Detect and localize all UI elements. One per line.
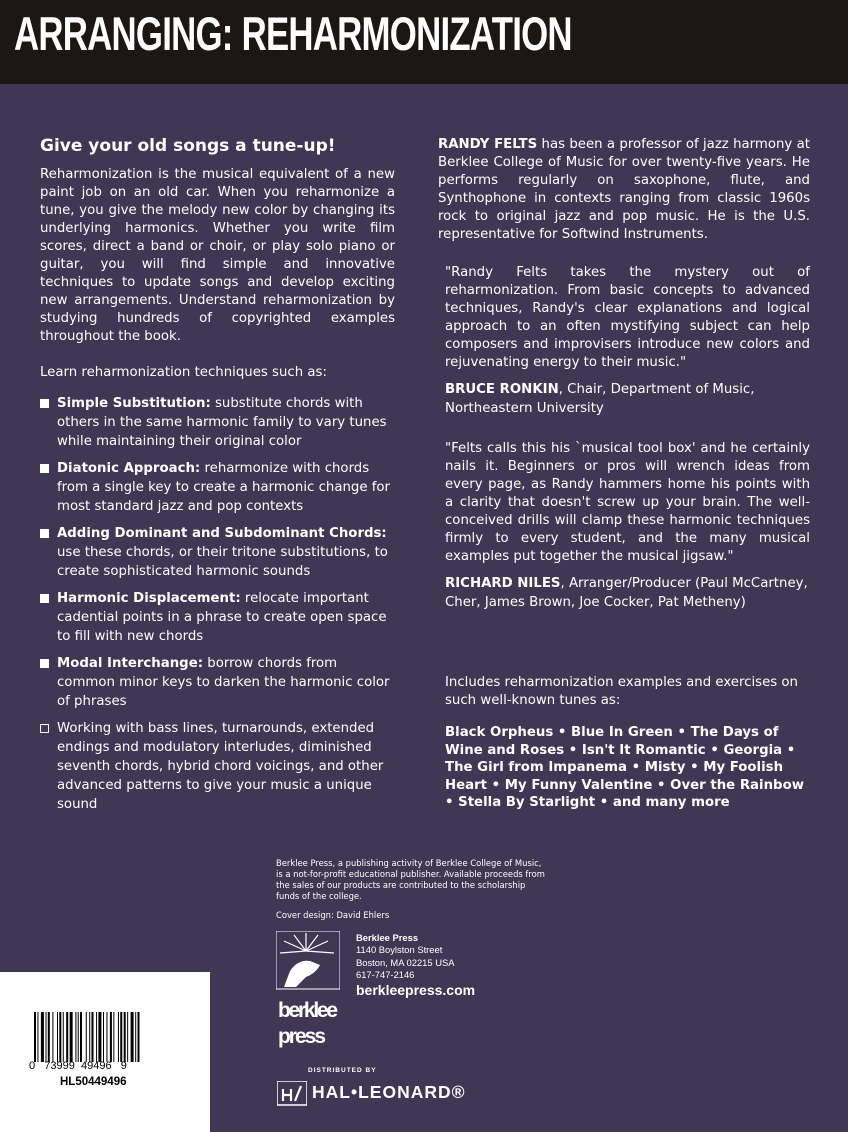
barcode-bar [80, 1012, 82, 1062]
phone-number: 617-747-2146 [356, 969, 415, 981]
testimonial-attribution [438, 380, 810, 418]
learn-heading: Learn reharmonization techniques such as: [40, 365, 327, 380]
technique-label: Simple Substitution: [57, 396, 211, 411]
attribution-title: , Arranger/Producer (Paul McCartney, Cher, James Brown, Joe Cocker, Pat Metheny) [445, 576, 808, 610]
barcode-bar [48, 1012, 50, 1062]
technique-text: reharmonize with chords from a single key to create a harmonic change for most standard jazz and pop contexts [57, 461, 391, 514]
barcode-bar [96, 1012, 97, 1062]
attribution-name: BRUCE RONKIN [445, 382, 559, 397]
barcode-bar [135, 1012, 136, 1062]
bullet-square-icon [40, 594, 49, 603]
hal-leonard-logo-icon [277, 1081, 307, 1107]
barcode-bar [63, 1012, 64, 1062]
barcode-bar [118, 1012, 119, 1062]
bullet-square-icon [40, 464, 49, 473]
distributor-name: HAL•LEONARD® [312, 1082, 466, 1102]
right-column [438, 136, 810, 825]
barcode-bar [92, 1012, 94, 1062]
barcode-bar [66, 1012, 68, 1062]
barcode-digits: 0 73999 49496 9 [29, 1060, 127, 1072]
book-title: ARRANGING: REHARMONIZATION [14, 7, 572, 60]
list-item [40, 719, 395, 814]
technique-text: Working with bass lines, turnarounds, extended endings and modulatory interludes, diminished seventh chords, hybrid chord voicings, and other advanced patterns to give your music a unique sound [57, 721, 384, 812]
berklee-press-logo [276, 931, 340, 1057]
author-bio-text: has been a professor of jazz harmony at Berklee College of Music for over twenty-five years. He performs regularly on saxophone, flute, and Synthophone in contexts ranging from classic 1960s rock to original jazz and pop music. He is the U.S. representative for Softwind Instruments. [438, 137, 810, 242]
barcode-bar [37, 1012, 38, 1062]
technique-label: Harmonic Displacement: [57, 591, 241, 606]
bullet-square-icon [40, 399, 49, 408]
technique-text: substitute chords with others in the same harmonic family to vary tunes while maintaining their original color [57, 396, 387, 449]
item-number: HL50449496 [60, 1076, 127, 1088]
technique-text: relocate important cadential points in a phrase to create open space to fill with new chords [57, 591, 387, 644]
barcode-bar [46, 1012, 47, 1062]
address-line: Boston, MA 02215 USA [356, 956, 455, 968]
barcode-bar [131, 1012, 134, 1062]
barcode-bar [75, 1012, 76, 1062]
publisher-note: Berklee Press, a publishing activity of Berklee College of Music, is a not-for-profit educational publisher. Available proceeds from the sales of our products are contributed to the scholarship funds of the college. [276, 858, 545, 901]
testimonial-quote: "Randy Felts takes the mystery out of reharmonization. From basic concepts to advanced techniques, Randy's clear explanations and logical approach to an often mystifying subject can help composers and improvisers introduce new colors and rejuvenating energy to their music." [445, 265, 810, 370]
barcode-bar [78, 1012, 79, 1062]
technique-label: Modal Interchange: [57, 656, 204, 671]
testimonial-attribution [438, 574, 810, 612]
address-line: 1140 Boylston Street [356, 944, 443, 956]
barcode-bar [52, 1012, 53, 1062]
barcode-panel [0, 972, 210, 1132]
barcode-bar [57, 1012, 58, 1062]
bullet-square-icon [40, 659, 49, 668]
barcode-bar [106, 1012, 107, 1062]
barcode-bar [89, 1012, 90, 1062]
left-column [40, 136, 395, 822]
attribution-title: , Chair, Department of Music, Northeastern University [445, 382, 755, 416]
barcode-bar [127, 1012, 128, 1062]
barcode-bar [59, 1012, 61, 1062]
author-bio [438, 136, 810, 244]
list-item [40, 654, 395, 711]
barcode-bar [41, 1012, 44, 1062]
tune-list: Black Orpheus • Blue In Green • The Days of Wine and Roses • Isn't It Romantic • Georgia • The Girl from Impanema • Misty • My Foolish Heart • My Funny Valentine • Over the Rainbow • Stella By Starlight • and many more [445, 725, 804, 810]
technique-text: use these chords, or their tritone substitutions, to create sophisticated harmonic sounds [57, 545, 388, 579]
barcode-bar [98, 1012, 101, 1062]
publisher-address [356, 932, 475, 996]
berklee-logo-graphic [276, 931, 340, 1057]
technique-label: Diatonic Approach: [57, 461, 201, 476]
list-item [40, 459, 395, 516]
attribution-name: RICHARD NILES [445, 576, 561, 591]
bullet-square-icon [40, 529, 49, 538]
distributed-by: DISTRIBUTED BY [308, 1067, 377, 1074]
cover-credit: Cover design: David Ehlers [276, 910, 390, 920]
barcode [34, 1012, 174, 1062]
barcode-bar [124, 1012, 126, 1062]
list-item [40, 524, 395, 581]
technique-label: Adding Dominant and Subdominant Chords: [57, 526, 387, 541]
barcode-bar [113, 1012, 114, 1062]
bullet-square-icon [40, 724, 49, 733]
barcode-bar [86, 1012, 87, 1062]
barcode-bar [34, 1012, 36, 1062]
barcode-bar [138, 1012, 140, 1062]
logo-text-press: press [278, 1025, 326, 1048]
barcode-bar [120, 1012, 122, 1062]
logo-text-berklee: berklee [278, 999, 338, 1022]
author-name: RANDY FELTS [438, 137, 538, 152]
barcode-bar [70, 1012, 73, 1062]
intro-paragraph: Reharmonization is the musical equivalent of a new paint job on an old car. When you reharmonize a tune, you give the melody new color by changing its underlying harmonics. Whether you write film scores, direct a band or choir, or play solo piano or guitar, you will find simple and innovative techniques to update songs and develop exciting new arrangements. Understand reharmonization by studying hundreds of copyrighted examples throughout the book. [40, 167, 395, 344]
technique-list [40, 394, 395, 814]
publisher-name: Berklee Press [356, 932, 419, 943]
website-link[interactable]: berkleepress.com [356, 981, 476, 998]
list-item [40, 394, 395, 451]
technique-text: borrow chords from common minor keys to darken the harmonic color of phrases [57, 656, 390, 709]
includes-text: Includes reharmonization examples and exercises on such well-known tunes as: [445, 675, 798, 708]
barcode-bar [103, 1012, 104, 1062]
tagline: Give your old songs a tune-up! [40, 136, 336, 156]
header-bar [0, 0, 848, 84]
testimonial-quote: "Felts calls this his `musical tool box' and he certainly nails it. Beginners or pros will wrench ideas from every page, as Randy hammers home his points with a clarity that doesn't screw up your brain. The well-conceived drills will clamp these harmonic techniques firmly to every student, and the many musical examples put together the musical jigsaw." [445, 441, 810, 564]
barcode-bar [110, 1012, 112, 1062]
list-item [40, 589, 395, 646]
